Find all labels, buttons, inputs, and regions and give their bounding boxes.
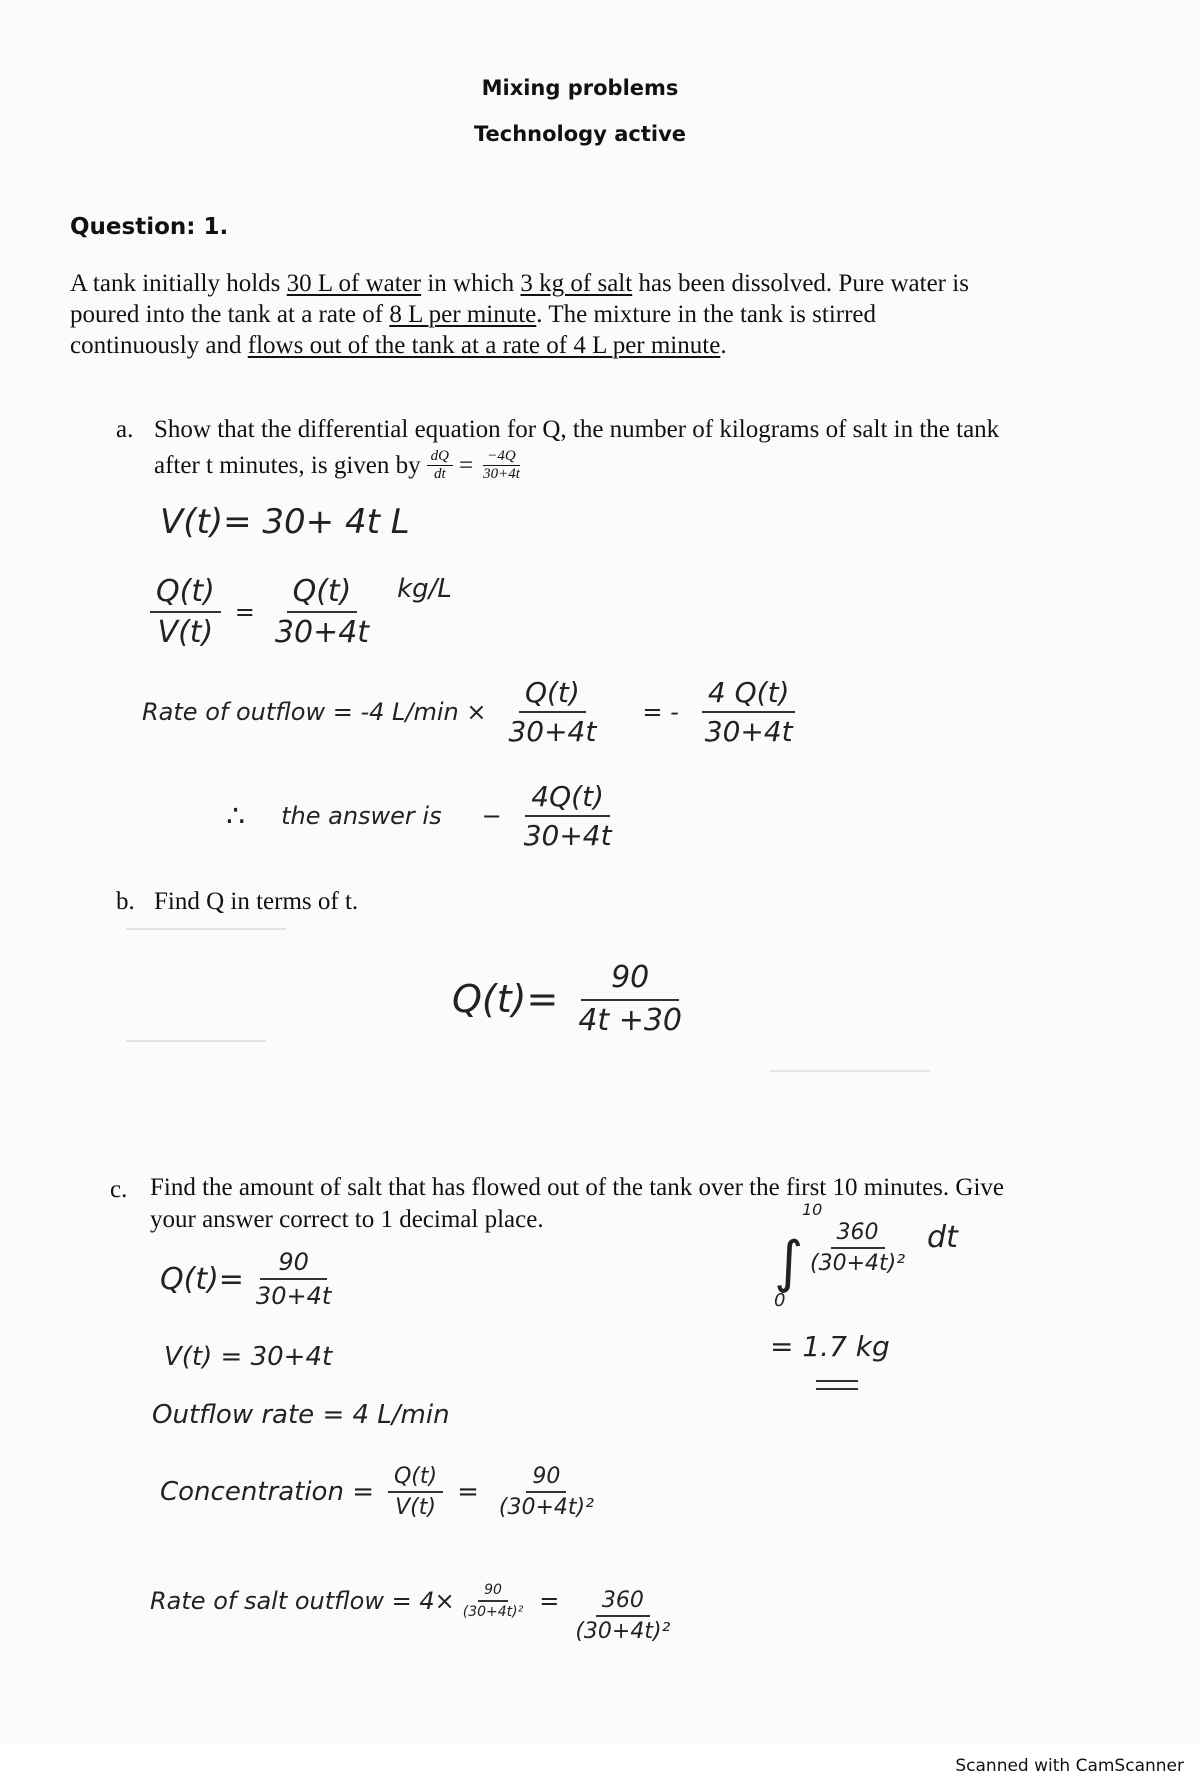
erased-mark (770, 1070, 930, 1072)
page-subtitle: Technology active (474, 122, 686, 146)
intro-line-2: poured into the tank at a rate of 8 L per minute. The mixture in the tank is stirred (70, 301, 877, 328)
hw-part-b-answer: Q(t)= $\frac{90}{4t +30}$ (452, 960, 683, 1038)
hw-part-c-salt-rate: Rate of salt outflow = 4× $\frac{90}{\text{(30+4t)²}}$ = $\frac{360}{\text{(30+4t)²}}$ (150, 1582, 671, 1644)
integral-sign: ∫ (774, 1230, 804, 1295)
integral-lower-limit: 0 (774, 1290, 786, 1311)
hw-answer: ∴ the answer is − $\frac{4Q(t)}{30+4t}$ (226, 780, 612, 852)
hw-volume: V(t)= 30+ 4t L (160, 502, 410, 542)
underline-inflow: 8 L per minute (389, 301, 537, 328)
part-a-marker: a. (116, 416, 134, 443)
intro-line-3: continuously and flows out of the tank at a rate of 4 L per minute. (70, 332, 727, 359)
hw-part-c-q: Q(t)= $\frac{90}{30+4t}$ (160, 1248, 332, 1310)
question-label: Question: 1. (70, 214, 229, 240)
underline-volume: 30 L of water (286, 270, 422, 297)
integral-body: $\frac{360}{\text{(30+4t)²}}$ dt (810, 1220, 958, 1276)
part-c-line-2: your answer correct to 1 decimal place. (150, 1206, 544, 1233)
underline-salt: 3 kg of salt (520, 270, 633, 297)
scanner-watermark: Scanned with CamScanner (955, 1756, 1184, 1776)
part-c-line-1: Find the amount of salt that has flowed out of the tank over the first 10 minutes. Give (150, 1174, 1005, 1201)
part-a-line-1: Show that the differential equation for Q, the number of kilograms of salt in the tank (154, 416, 1000, 443)
double-underline-bottom (816, 1388, 858, 1390)
hw-part-c-volume: V(t) = 30+4t (164, 1342, 333, 1372)
part-a-line-2: after t minutes, is given by $\frac{dQ}{dt}$ = $\frac{-4Q}{30+4t}$ (154, 448, 524, 483)
integral-upper-limit: 10 (802, 1200, 823, 1219)
page-title: Mixing problems (481, 76, 679, 100)
part-c-marker: c. (110, 1176, 128, 1203)
rhs-fraction: $\frac{-4Q}{30+4t}$ (483, 448, 520, 482)
question-intro (70, 268, 969, 361)
erased-mark (126, 1040, 266, 1042)
hw-concentration: $\frac{Q(t)}{V(t)}$ = $\frac{Q(t)}{30+4t}$ kg/L (150, 574, 452, 650)
hw-part-c-concentration: Concentration = $\frac{Q(t)}{V(t)}$ = $\frac{90}{\text{(30+4t)²}}$ (160, 1464, 594, 1520)
dq-dt-fraction: $\frac{dQ}{dt}$ (427, 448, 453, 483)
part-b-marker: b. (116, 888, 135, 915)
intro-line-1: A tank initially holds 30 L of water in which 3 kg of salt has been dissolved. Pure water is (70, 270, 969, 297)
underline-outflow: flows out of the tank at a rate of 4 L per minute (247, 332, 721, 359)
hw-part-c-outflow: Outflow rate = 4 L/min (152, 1400, 450, 1430)
scanner-footer (0, 1745, 1200, 1788)
erased-mark (126, 928, 286, 930)
double-underline-top (816, 1380, 858, 1382)
part-b-text: Find Q in terms of t. (154, 888, 359, 915)
hw-rate-outflow: Rate of outflow = -4 L/min × $\frac{Q(t)}{30+4t}$ = - $\frac{4 Q(t)}{30+4t}$ (142, 676, 799, 748)
integral-result: = 1.7 kg (770, 1330, 890, 1363)
